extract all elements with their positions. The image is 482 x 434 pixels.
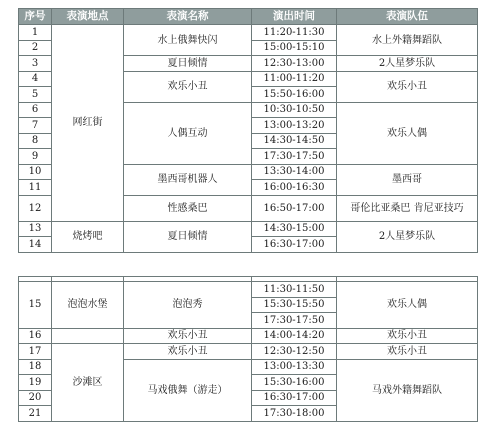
show-name-cell: 水上俄舞快闪 — [124, 25, 252, 56]
team-cell: 欢乐人偶 — [337, 102, 478, 164]
table-row — [19, 25, 478, 41]
row-no: 3 — [19, 56, 52, 72]
time-cell: 11:00-11:20 — [252, 71, 337, 87]
row-no: 9 — [19, 149, 52, 165]
time-cell: 16:00-16:30 — [252, 180, 337, 196]
row-no: 16 — [19, 328, 52, 344]
time-cell: 17:30-18:00 — [252, 406, 337, 422]
time-cell: 11:30-11:50 — [252, 282, 337, 298]
row-no: 13 — [19, 221, 52, 237]
table-row — [19, 221, 478, 237]
row-no: 20 — [19, 390, 52, 406]
row-no: 4 — [19, 71, 52, 87]
row-no: 18 — [19, 359, 52, 375]
header-row — [19, 9, 478, 25]
row-no: 17 — [19, 344, 52, 360]
time-cell: 11:20-11:30 — [252, 25, 337, 41]
header-name: 表演名称 — [124, 9, 252, 25]
show-name-cell: 墨西哥机器人 — [124, 164, 252, 195]
time-cell: 15:50-16:00 — [252, 87, 337, 103]
table-row — [19, 282, 478, 298]
time-cell: 13:00-13:30 — [252, 359, 337, 375]
venue-cell: 泡泡水堡 — [52, 282, 124, 329]
venue-cell-empty — [52, 328, 124, 344]
row-no: 1 — [19, 25, 52, 41]
row-no: 11 — [19, 180, 52, 196]
time-cell: 15:30-15:50 — [252, 297, 337, 313]
team-cell: 欢乐人偶 — [337, 282, 478, 329]
team-cell: 马戏外籍舞蹈队 — [337, 359, 478, 421]
time-cell: 14:30-14:50 — [252, 133, 337, 149]
team-cell: 欢乐小丑 — [337, 328, 478, 344]
show-name-cell: 夏日倾情 — [124, 221, 252, 252]
row-no: 12 — [19, 195, 52, 221]
row-no: 2 — [19, 40, 52, 56]
show-name-cell: 泡泡秀 — [124, 282, 252, 329]
row-no: 21 — [19, 406, 52, 422]
time-cell: 13:00-13:20 — [252, 118, 337, 134]
schedule-table-top — [18, 8, 478, 253]
row-no: 8 — [19, 133, 52, 149]
show-name-cell: 性感桑巴 — [124, 195, 252, 221]
team-cell: 2人星梦乐队 — [337, 56, 478, 72]
table-row — [19, 344, 478, 360]
show-name-cell: 欢乐小丑 — [124, 344, 252, 360]
team-cell: 墨西哥 — [337, 164, 478, 195]
time-cell: 13:30-14:00 — [252, 164, 337, 180]
time-cell: 12:30-13:00 — [252, 56, 337, 72]
show-name-cell: 夏日倾情 — [124, 56, 252, 72]
row-no: 7 — [19, 118, 52, 134]
time-cell: 14:30-15:00 — [252, 221, 337, 237]
time-cell: 14:00-14:20 — [252, 328, 337, 344]
team-cell: 水上外籍舞蹈队 — [337, 25, 478, 56]
header-venue: 表演地点 — [52, 9, 124, 25]
venue-cell: 网红街 — [52, 25, 124, 222]
header-no: 序号 — [19, 9, 52, 25]
time-cell: 16:30-17:00 — [252, 237, 337, 253]
time-cell: 12:30-12:50 — [252, 344, 337, 360]
venue-cell: 烧烤吧 — [52, 221, 124, 252]
table-row — [19, 328, 478, 344]
team-cell: 欢乐小丑 — [337, 344, 478, 360]
show-name-cell: 欢乐小丑 — [124, 328, 252, 344]
show-name-cell: 马戏俄舞（游走） — [124, 359, 252, 421]
row-no: 19 — [19, 375, 52, 391]
team-cell: 2人星梦乐队 — [337, 221, 478, 252]
time-cell: 17:30-17:50 — [252, 313, 337, 329]
row-no: 15 — [19, 282, 52, 329]
schedule-table-bottom — [18, 276, 478, 422]
time-cell: 10:30-10:50 — [252, 102, 337, 118]
time-cell: 16:30-17:00 — [252, 390, 337, 406]
show-name-cell: 人偶互动 — [124, 102, 252, 164]
venue-cell: 沙滩区 — [52, 344, 124, 422]
time-cell: 17:30-17:50 — [252, 149, 337, 165]
row-no: 6 — [19, 102, 52, 118]
row-no: 5 — [19, 87, 52, 103]
time-cell: 15:30-16:00 — [252, 375, 337, 391]
time-cell: 15:00-15:10 — [252, 40, 337, 56]
row-no: 10 — [19, 164, 52, 180]
header-team: 表演队伍 — [337, 9, 478, 25]
header-time: 演出时间 — [252, 9, 337, 25]
team-cell: 欢乐小丑 — [337, 71, 478, 102]
show-name-cell: 欢乐小丑 — [124, 71, 252, 102]
row-no: 14 — [19, 237, 52, 253]
time-cell: 16:50-17:00 — [252, 195, 337, 221]
team-cell: 哥伦比亚桑巴 肯尼亚技巧 — [337, 195, 478, 221]
